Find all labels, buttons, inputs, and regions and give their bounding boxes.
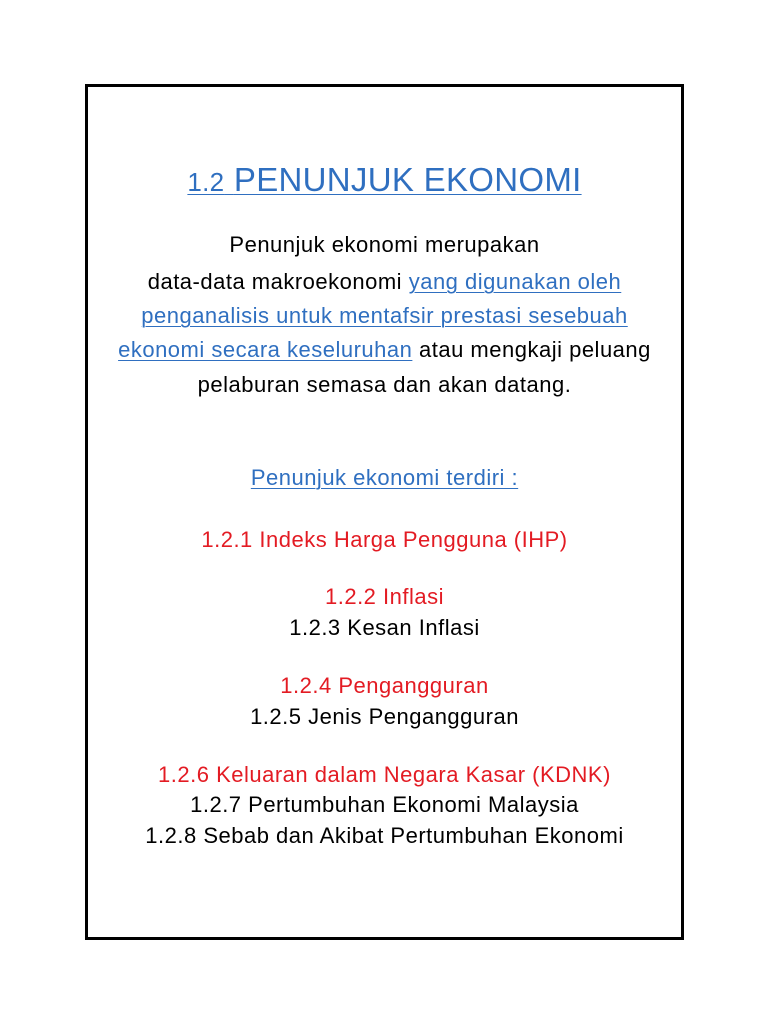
indicator-item: 1.2.4 Pengangguran (280, 673, 489, 698)
indicator-item: 1.2.7 Pertumbuhan Ekonomi Malaysia (190, 792, 579, 817)
intro-line-3-underlined: penganalisis untuk mentafsir prestasi sesebuah (141, 303, 628, 328)
intro-line-4-text: atau mengkaji peluang (419, 337, 651, 362)
intro-line-3 (88, 299, 681, 333)
indicator-item: 1.2.6 Keluaran dalam Negara Kasar (KDNK) (158, 762, 611, 787)
intro-line-5: pelaburan semasa dan akan datang. (197, 372, 572, 397)
intro-line-2-underlined: yang digunakan oleh (408, 269, 622, 294)
list-heading (88, 461, 681, 495)
intro-line-1: Penunjuk ekonomi merupakan (229, 232, 540, 257)
intro-line-4-underlined: ekonomi secara keseluruhan (118, 337, 413, 362)
title-text: PENUNJUK EKONOMI (233, 161, 582, 198)
list-heading-text: Penunjuk ekonomi terdiri : (250, 465, 519, 490)
intro-line-2 (88, 265, 681, 299)
indicator-item: 1.2.5 Jenis Pengangguran (250, 704, 519, 729)
intro-line-2-text: data-data makroekonomi (147, 269, 403, 294)
indicator-item: 1.2.3 Kesan Inflasi (289, 615, 480, 640)
indicator-item: 1.2.8 Sebab dan Akibat Pertumbuhan Ekonomi (145, 823, 624, 848)
indicator-item: 1.2.2 Inflasi (324, 584, 444, 609)
title-number: 1.2 (187, 167, 225, 197)
indicator-item: 1.2.1 Indeks Harga Pengguna (IHP) (201, 527, 568, 552)
page-title (88, 158, 681, 204)
intro-line-4 (88, 333, 681, 367)
